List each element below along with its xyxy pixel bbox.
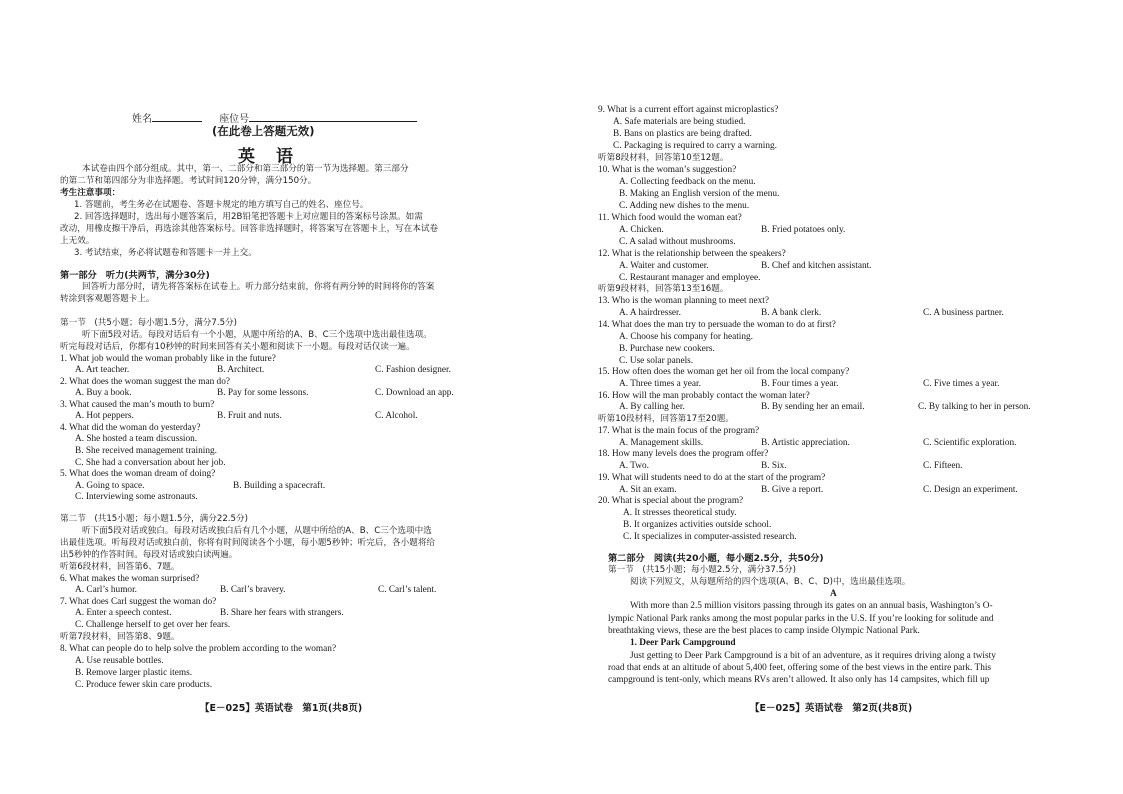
option: B. She received management training.: [75, 446, 217, 456]
option: C. A business partner.: [923, 308, 1004, 318]
section1-title: 第一节 (共5小题；每小题1.5分，满分7.5分): [60, 318, 238, 328]
option: B. Building a spacecraft.: [233, 481, 326, 491]
question-stem: 5. What does the woman dream of doing?: [60, 469, 216, 479]
notice-item: 上无效。: [60, 236, 95, 246]
option: A. Three times a year.: [619, 379, 701, 389]
option: C. A salad without mushrooms.: [619, 237, 736, 247]
seat-label: 座位号: [219, 114, 250, 125]
question-stem: 10. What is the woman’s suggestion?: [598, 165, 737, 175]
question-stem: 19. What will students need to do at the start of the program?: [598, 473, 826, 483]
question-stem: 3. What caused the man’s mouth to burn?: [60, 400, 215, 410]
option: A. It stresses theoretical study.: [623, 508, 737, 518]
passage-line: lympic National Park ranks among the most popular parks in the U.S. If you’re looking for solitude and: [608, 614, 994, 624]
material-instruction: 听第8段材料，回答第10至12题。: [598, 153, 729, 163]
option: A. Sit an exam.: [619, 485, 677, 495]
option: A. Collecting feedback on the menu.: [619, 177, 756, 187]
option: A. Choose his company for heating.: [619, 332, 754, 342]
option: A. Management skills.: [619, 438, 704, 448]
passage-line: campground is tent-only, which means RVs aren’t allowed. It also only has 14 campsites, which fill up: [608, 675, 990, 685]
option: C. Scientific exploration.: [923, 438, 1017, 448]
part1-title: 第一部分 听力(共两节，满分30分): [60, 270, 210, 281]
option: A. By calling her.: [619, 402, 685, 412]
passage-heading: 1. Deer Park Campground: [630, 638, 736, 648]
notice-title: 考生注意事项：: [60, 188, 121, 198]
passage-line: road that ends at an altitude of about 5,400 feet, offering some of the best views in the entire park. This: [608, 663, 992, 673]
name-label: 姓名: [132, 114, 152, 125]
option: C. Restaurant manager and employee.: [619, 273, 761, 283]
option: C. Five times a year.: [923, 379, 1000, 389]
notice-item: 2. 回答选择题时，选出每小题答案后，用2B铅笔把答题卡上对应题目的答案标号涂黑。如需: [74, 212, 423, 222]
option: B. Making an English version of the menu.: [619, 189, 780, 199]
option: B. Fruit and nuts.: [217, 411, 282, 421]
question-stem: 20. What is special about the program?: [598, 496, 744, 506]
option: A. Enter a speech contest.: [75, 608, 172, 618]
question-stem: 16. How will the man probably contact the woman later?: [598, 391, 810, 401]
option: C. Download an app.: [375, 388, 454, 398]
option: B. Six.: [761, 461, 787, 471]
notice-item: 1. 答题前，考生务必在试题卷、答题卡规定的地方填写自己的姓名、座位号。: [74, 200, 369, 210]
question-stem: 17. What is the main focus of the program?: [598, 426, 760, 436]
passage-line: breathtaking views, these are the best places to camp inside Olympic National Park.: [608, 626, 920, 636]
question-stem: 13. Who is the woman planning to meet next?: [598, 296, 770, 306]
option: B. Architect.: [217, 365, 265, 375]
section2-desc: 出5秒钟的作答时间。每段对话或独白读两遍。: [60, 550, 238, 560]
option: B. By sending her an email.: [761, 402, 865, 412]
option: C. Alcohol.: [375, 411, 418, 421]
question-stem: 6. What makes the woman surprised?: [60, 574, 200, 584]
question-stem: 4. What did the woman do yesterday?: [60, 423, 201, 433]
page-footer: 【E－025】英语试卷 第1页(共8页): [200, 703, 363, 714]
section2-desc: 听下面5段对话或独白。每段对话或独白后有几个小题，从题中所给的A、B、C三个选项中选: [82, 526, 432, 536]
part2-section1-title: 第一节 (共15小题；每小题2.5分，满分37.5分): [608, 565, 796, 575]
option: B. Carl’s bravery.: [220, 585, 286, 595]
option: C. Packaging is required to carry a warning.: [613, 141, 777, 151]
question-stem: 8. What can people do to help solve the problem according to the woman?: [60, 644, 337, 654]
option: B. A bank clerk.: [761, 308, 822, 318]
option: A. Use reusable bottles.: [75, 656, 164, 666]
option: B. Chef and kitchen assistant.: [761, 261, 872, 271]
passage-label: A: [830, 589, 837, 599]
option: C. Adding new dishes to the menu.: [619, 201, 750, 211]
notice-item: 改动，用橡皮擦干净后，再选涂其他答案标号。回答非选择题时，将答案写在答题卡上，写在本试卷: [60, 224, 439, 234]
option: B. It organizes activities outside school.: [623, 520, 772, 530]
material-instruction: 听第7段材料，回答第8、9题。: [60, 632, 180, 642]
option: C. She had a conversation about her job.: [75, 458, 226, 468]
option: B. Bans on plastics are being drafted.: [613, 129, 752, 139]
option: C. Fifteen.: [923, 461, 963, 471]
option: A. She hosted a team discussion.: [75, 434, 198, 444]
option: C. Fashion designer.: [375, 365, 451, 375]
option: C. It specializes in computer-assisted research.: [623, 532, 797, 542]
question-stem: 1. What job would the woman probably like in the future?: [60, 354, 276, 364]
section2-title: 第二节 (共15小题；每小题1.5分，满分22.5分): [60, 514, 248, 524]
material-instruction: 听第9段材料，回答第13至16题。: [598, 284, 729, 294]
part1-desc: 转涂到客观题答题卡上。: [60, 294, 155, 304]
question-stem: 15. How often does the woman get her oil from the local company?: [598, 367, 850, 377]
intro-line: 本试卷由四个部分组成。其中，第一、二部分和第三部分的第一节为选择题。第三部分: [82, 164, 409, 174]
question-stem: 2. What does the woman suggest the man do?: [60, 377, 230, 387]
option: B. Purchase new cookers.: [619, 344, 715, 354]
name-blank: [152, 112, 202, 122]
option: B. Remove larger plastic items.: [75, 668, 193, 678]
option: C. Carl’s talent.: [378, 585, 437, 595]
part2-title: 第二部分 阅读(共20小题，每小题2.5分，共50分): [608, 553, 824, 564]
part1-desc: 回答听力部分时，请先将答案标在试卷上。听力部分结束前，你将有两分钟的时间将你的答案: [82, 282, 435, 292]
option: B. Share her fears with strangers.: [220, 608, 344, 618]
intro-line: 的第二节和第四部分为非选择题。考试时间120分钟，满分150分。: [60, 176, 317, 186]
page-2: [598, 0, 1068, 794]
invalid-note: (在此卷上答题无效): [212, 124, 315, 138]
option: C. By talking to her in person.: [918, 402, 1031, 412]
option: A. Art teacher.: [75, 365, 130, 375]
page-1: [60, 0, 510, 794]
option: A. Two.: [619, 461, 649, 471]
notice-item: 3. 考试结束，务必将试题卷和答题卡一并上交。: [74, 248, 257, 258]
page-title: 英 语: [238, 147, 295, 167]
option: B. Pay for some lessons.: [217, 388, 309, 398]
section2-desc: 出最佳选项。听每段对话或独白前，你将有时间阅读各个小题，每小题5秒钟；听完后，各小题将给: [60, 538, 436, 548]
material-instruction: 听第6段材料，回答第6、7题。: [60, 562, 180, 572]
passage-line: With more than 2.5 million visitors passing through its gates on an annual basis, Washington’s O-: [630, 601, 993, 611]
question-stem: 9. What is a current effort against microplastics?: [598, 105, 779, 115]
option: C. Design an experiment.: [923, 485, 1018, 495]
page-footer: 【E－025】英语试卷 第2页(共8页): [750, 703, 913, 714]
section1-desc: 听下面5段对话。每段对话后有一个小题，从题中所给的A、B、C三个选项中选出最佳选项。: [82, 330, 432, 340]
option: C. Use solar panels.: [619, 356, 694, 366]
option: B. Artistic appreciation.: [761, 438, 850, 448]
option: A. Safe materials are being studied.: [613, 117, 746, 127]
option: B. Fried potatoes only.: [761, 225, 846, 235]
option: A. Carl’s humor.: [75, 585, 137, 595]
passage-line: Just getting to Deer Park Campground is a bit of an adventure, as it requires driving along a twisty: [630, 651, 996, 661]
question-stem: 11. Which food would the woman eat?: [598, 213, 742, 223]
option: A. Waiter and customer.: [619, 261, 709, 271]
option: C. Challenge herself to get over her fears.: [75, 620, 231, 630]
option: B. Four times a year.: [761, 379, 839, 389]
option: A. Chicken.: [619, 225, 664, 235]
option: A. Hot peppers.: [75, 411, 134, 421]
option: A. Buy a book.: [75, 388, 132, 398]
section1-desc: 听完每段对话后，你都有10秒钟的时间来回答有关小题和阅读下一小题。每段对话仅读一遍。: [60, 342, 415, 352]
question-stem: 7. What does Carl suggest the woman do?: [60, 597, 217, 607]
part2-section1-desc: 阅读下列短文，从每题所给的四个选项(A、B、C、D)中，选出最佳选项。: [630, 577, 911, 587]
option: C. Produce fewer skin care products.: [75, 680, 213, 690]
question-stem: 18. How many levels does the program offer?: [598, 449, 769, 459]
option: B. Give a report.: [761, 485, 824, 495]
question-stem: 12. What is the relationship between the speakers?: [598, 249, 786, 259]
seat-blank: [249, 112, 417, 122]
option: C. Interviewing some astronauts.: [75, 492, 198, 502]
option: A. Going to space.: [75, 481, 145, 491]
question-stem: 14. What does the man try to persuade the woman to do at first?: [598, 320, 836, 330]
option: A. A hairdresser.: [619, 308, 681, 318]
material-instruction: 听第10段材料，回答第17至20题。: [598, 414, 734, 424]
